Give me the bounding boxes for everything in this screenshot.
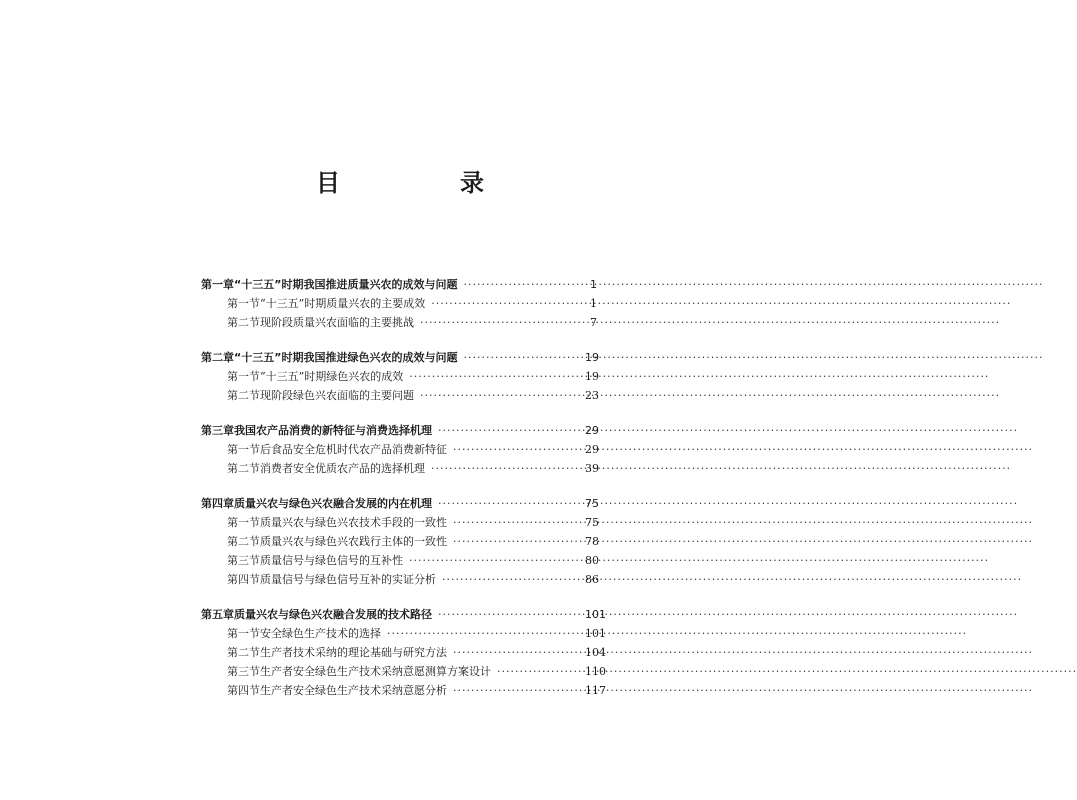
chapter-entry-title: “十三五”时期我国推进绿色兴农的成效与问题	[234, 351, 458, 364]
dot-leader	[420, 386, 579, 405]
section-entry-title: 生产者安全绿色生产技术采纳意愿分析	[260, 684, 447, 697]
chapter-entry-title: “十三五”时期我国推进质量兴农的成效与问题	[234, 278, 458, 291]
section-entry-number: 第二节	[227, 535, 260, 548]
section-entry-title: 质量信号与绿色信号的互补性	[260, 554, 403, 567]
dot-leader	[453, 681, 579, 700]
section-entry-number: 第四节	[227, 573, 260, 586]
section-entry-number: 第三节	[227, 554, 260, 567]
dot-leader	[438, 605, 579, 624]
chapter-entry-title: 质量兴农与绿色兴农融合发展的内在机理	[234, 497, 432, 510]
chapter-entry-number: 第二章	[201, 351, 234, 364]
section-entry-number: 第二节	[227, 646, 260, 659]
section-entry-title: 质量信号与绿色信号互补的实证分析	[260, 573, 436, 586]
chapter-entry-number: 第一章	[201, 278, 234, 291]
dot-leader	[438, 421, 579, 440]
section-entry-title: 后食品安全危机时代农产品消费新特征	[260, 443, 447, 456]
section-entry-title: 生产者技术采纳的理论基础与研究方法	[260, 646, 447, 659]
chapter-entry[interactable]	[201, 605, 606, 624]
dot-leader	[463, 275, 579, 294]
section-entry[interactable]	[201, 294, 597, 313]
chapter-entry-page-number: 19	[585, 351, 599, 364]
section-entry-number: 第一节	[227, 627, 260, 640]
dot-leader	[431, 294, 579, 313]
dot-leader	[438, 494, 579, 513]
chapter-entry[interactable]	[201, 494, 597, 513]
dot-leader	[387, 624, 579, 643]
section-entry-page-number: 101	[585, 627, 606, 640]
section-entry-page-number: 75	[585, 516, 599, 529]
chapter-entry-page-number: 75	[585, 497, 599, 510]
section-entry-page-number: 78	[585, 535, 599, 548]
section-entry-number: 第一节	[227, 443, 260, 456]
chapter-entry-page-number: 1	[590, 278, 597, 291]
section-entry[interactable]	[201, 367, 597, 386]
section-entry[interactable]	[201, 313, 597, 332]
dot-leader	[442, 570, 579, 589]
chapter-entry-page-number: 29	[585, 424, 599, 437]
section-entry-title: 质量兴农与绿色兴农技术手段的一致性	[260, 516, 447, 529]
chapter-block	[201, 421, 597, 478]
section-entry[interactable]	[201, 532, 597, 551]
section-entry-page-number: 86	[585, 573, 599, 586]
chapter-entry[interactable]	[201, 421, 597, 440]
section-entry[interactable]	[201, 440, 597, 459]
chapter-entry-number: 第四章	[201, 497, 234, 510]
chapter-entry-number: 第五章	[201, 608, 234, 621]
dot-leader	[453, 532, 579, 551]
section-entry-title: “十三五”时期质量兴农的主要成效	[260, 297, 426, 310]
dot-leader	[431, 459, 579, 478]
section-entry-title: 质量兴农与绿色兴农践行主体的一致性	[260, 535, 447, 548]
table-of-contents	[201, 275, 606, 716]
chapter-entry-number: 第三章	[201, 424, 234, 437]
section-entry[interactable]	[201, 681, 606, 700]
section-entry-number: 第一节	[227, 297, 260, 310]
chapter-block	[201, 275, 597, 332]
section-entry-number: 第二节	[227, 316, 260, 329]
dot-leader	[420, 313, 579, 332]
section-entry-page-number: 110	[585, 665, 606, 678]
section-entry-number: 第三节	[227, 665, 260, 678]
section-entry[interactable]	[201, 513, 597, 532]
section-entry-title: 现阶段质量兴农面临的主要挑战	[260, 316, 414, 329]
section-entry-title: 生产者安全绿色生产技术采纳意愿测算方案设计	[260, 665, 491, 678]
section-entry[interactable]	[201, 459, 597, 478]
chapter-entry-title: 我国农产品消费的新特征与消费选择机理	[234, 424, 432, 437]
dot-leader	[453, 513, 579, 532]
page-title: 目 录	[316, 169, 532, 197]
section-entry-page-number: 1	[590, 297, 597, 310]
section-entry[interactable]	[201, 570, 597, 589]
chapter-entry[interactable]	[201, 348, 597, 367]
section-entry[interactable]	[201, 551, 597, 570]
section-entry[interactable]	[201, 386, 597, 405]
dot-leader	[497, 662, 579, 681]
chapter-block	[201, 605, 606, 700]
section-entry-number: 第一节	[227, 370, 260, 383]
chapter-block	[201, 348, 597, 405]
chapter-entry-page-number: 101	[585, 608, 606, 621]
chapter-entry[interactable]	[201, 275, 597, 294]
section-entry-title: 安全绿色生产技术的选择	[260, 627, 381, 640]
section-entry-title: 消费者安全优质农产品的选择机理	[260, 462, 425, 475]
section-entry-page-number: 7	[590, 316, 597, 329]
dot-leader	[463, 348, 579, 367]
section-entry-title: “十三五”时期绿色兴农的成效	[260, 370, 404, 383]
section-entry-page-number: 117	[585, 684, 606, 697]
section-entry-page-number: 104	[585, 646, 606, 659]
section-entry[interactable]	[201, 643, 606, 662]
dot-leader	[453, 643, 579, 662]
section-entry-title: 现阶段绿色兴农面临的主要问题	[260, 389, 414, 402]
section-entry[interactable]	[201, 624, 606, 643]
section-entry-page-number: 19	[585, 370, 599, 383]
chapter-block	[201, 494, 597, 589]
section-entry-number: 第二节	[227, 389, 260, 402]
section-entry-page-number: 23	[585, 389, 599, 402]
dot-leader	[409, 367, 579, 386]
section-entry-page-number: 29	[585, 443, 599, 456]
dot-leader	[453, 440, 579, 459]
chapter-entry-title: 质量兴农与绿色兴农融合发展的技术路径	[234, 608, 432, 621]
section-entry-number: 第二节	[227, 462, 260, 475]
section-entry-number: 第四节	[227, 684, 260, 697]
section-entry-page-number: 39	[585, 462, 599, 475]
section-entry-number: 第一节	[227, 516, 260, 529]
dot-leader	[409, 551, 579, 570]
section-entry[interactable]	[201, 662, 606, 681]
section-entry-page-number: 80	[585, 554, 599, 567]
